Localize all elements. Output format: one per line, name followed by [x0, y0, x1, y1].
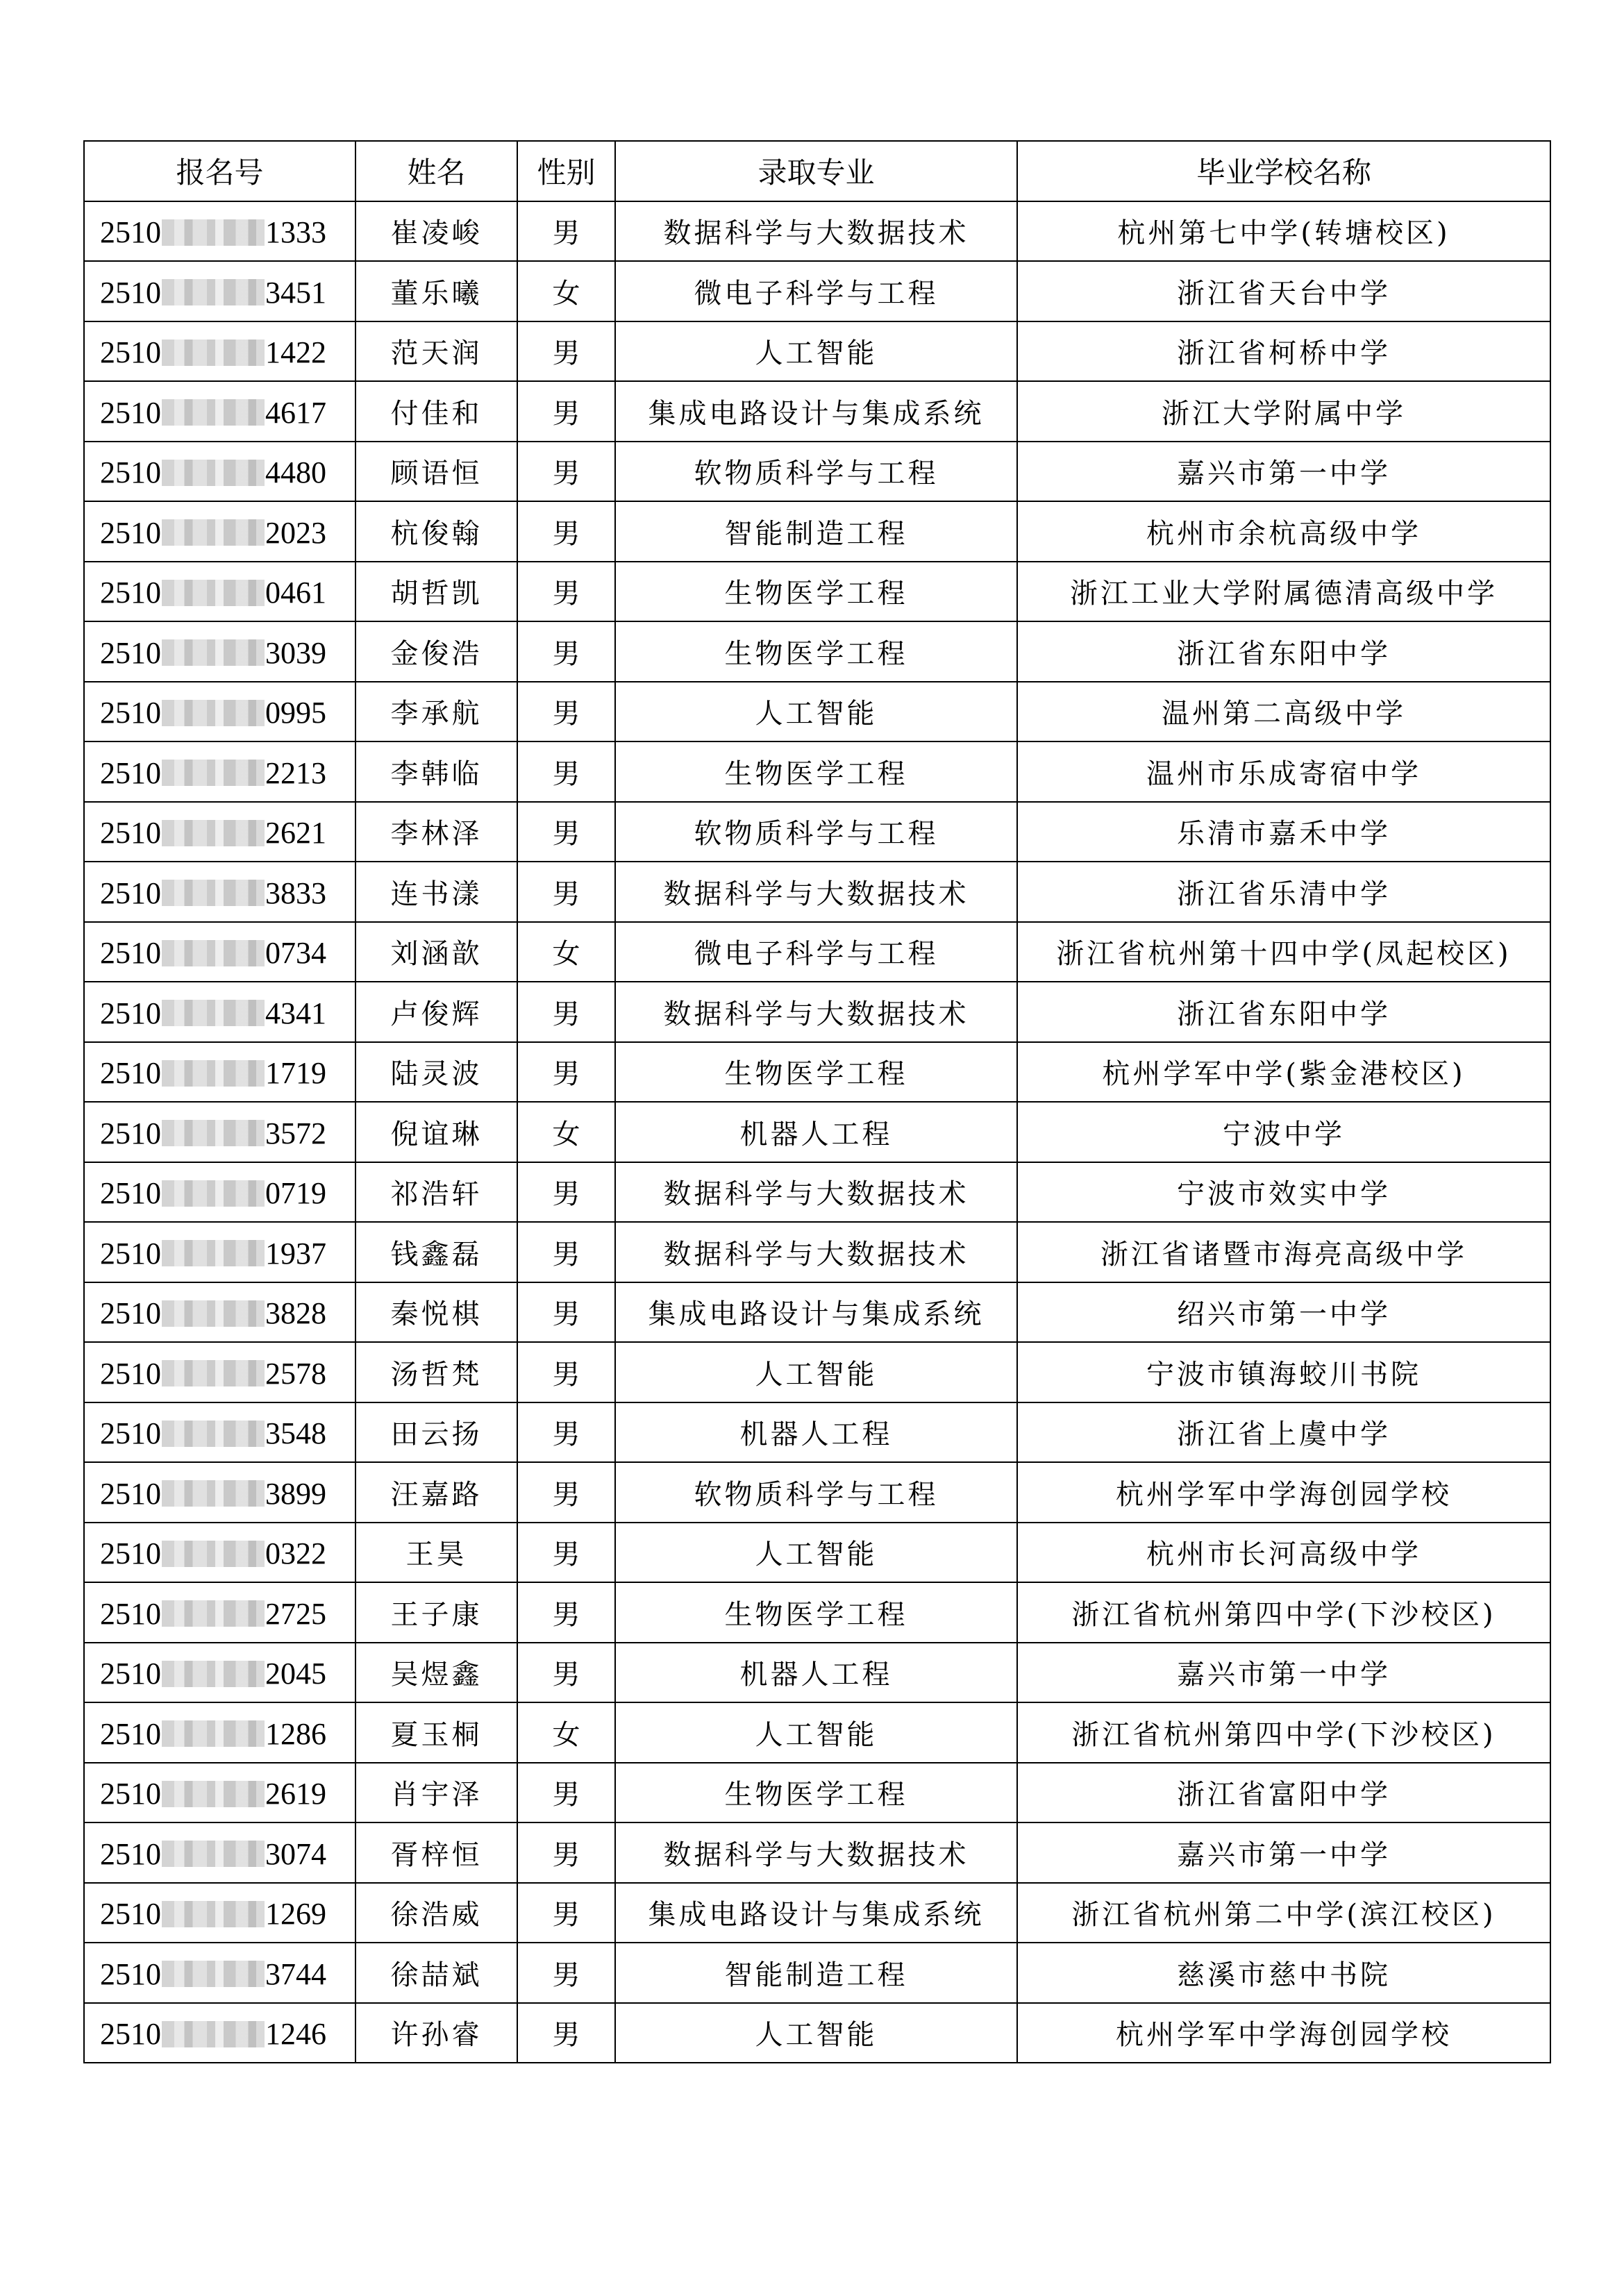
admitted-major-cell: 软物质科学与工程: [615, 802, 1017, 862]
student-name-cell: 杭俊翰: [355, 501, 517, 562]
graduated-school-cell: 杭州学军中学海创园学校: [1017, 2003, 1550, 2063]
admitted-major-cell: 生物医学工程: [615, 741, 1017, 802]
student-name-cell: 付佳和: [355, 381, 517, 442]
redacted-mosaic: [162, 1541, 265, 1567]
registration-number-prefix: 2510: [100, 1296, 161, 1331]
registration-number-cell: [84, 1222, 355, 1282]
gender-cell: 男: [517, 321, 615, 382]
gender-cell: 男: [517, 1162, 615, 1223]
admitted-major-cell: 人工智能: [615, 321, 1017, 382]
graduated-school-cell: 浙江省杭州第四中学(下沙校区): [1017, 1582, 1550, 1643]
registration-number-cell: [84, 621, 355, 682]
registration-number-prefix: 2510: [100, 1836, 161, 1871]
table-row: [84, 1462, 1550, 1523]
gender-cell: 男: [517, 562, 615, 622]
registration-number-suffix: 3833: [265, 875, 326, 910]
table-row: [84, 982, 1550, 1042]
admitted-major-cell: 人工智能: [615, 1342, 1017, 1402]
registration-number-prefix: 2510: [100, 816, 161, 850]
student-name-cell: 胥梓恒: [355, 1822, 517, 1883]
student-name-cell: 徐浩威: [355, 1883, 517, 1943]
redacted-mosaic: [162, 399, 265, 426]
gender-cell: 男: [517, 1523, 615, 1583]
registration-number-cell: [84, 261, 355, 321]
registration-number-cell: [84, 1042, 355, 1103]
student-name-cell: 汤哲梵: [355, 1342, 517, 1402]
gender-cell: 男: [517, 1462, 615, 1523]
registration-number-prefix: 2510: [100, 1476, 161, 1511]
graduated-school-cell: 浙江省上虞中学: [1017, 1402, 1550, 1463]
student-name-cell: 范天润: [355, 321, 517, 382]
registration-number-cell: [84, 682, 355, 742]
registration-number-cell: [84, 1943, 355, 2003]
student-name-cell: 李承航: [355, 682, 517, 742]
redacted-mosaic: [162, 1600, 265, 1627]
graduated-school-cell: 宁波市镇海蛟川书院: [1017, 1342, 1550, 1402]
student-name-cell: 金俊浩: [355, 621, 517, 682]
registration-number-suffix: 1269: [265, 1897, 326, 1932]
registration-number-cell: [84, 1402, 355, 1463]
admitted-major-cell: 智能制造工程: [615, 1943, 1017, 2003]
admitted-major-cell: 软物质科学与工程: [615, 1462, 1017, 1523]
table-row: [84, 1943, 1550, 2003]
table-row: [84, 1162, 1550, 1223]
admitted-major-cell: 数据科学与大数据技术: [615, 1822, 1017, 1883]
registration-number-cell: [84, 741, 355, 802]
admission-list-table: [83, 140, 1551, 2063]
registration-number-prefix: 2510: [100, 1897, 161, 1932]
admitted-major-cell: 生物医学工程: [615, 1582, 1017, 1643]
registration-number-suffix: 1937: [265, 1236, 326, 1271]
registration-number-prefix: 2510: [100, 1056, 161, 1091]
student-name-cell: 李林泽: [355, 802, 517, 862]
registration-number-suffix: 1719: [265, 1056, 326, 1091]
redacted-mosaic: [162, 1720, 265, 1747]
registration-number-prefix: 2510: [100, 1116, 161, 1150]
header-name: 姓名: [355, 141, 517, 201]
registration-number-prefix: 2510: [100, 576, 161, 610]
gender-cell: 男: [517, 1582, 615, 1643]
redacted-mosaic: [162, 460, 265, 486]
registration-number-prefix: 2510: [100, 335, 161, 370]
admitted-major-cell: 数据科学与大数据技术: [615, 201, 1017, 262]
graduated-school-cell: 宁波市效实中学: [1017, 1162, 1550, 1223]
student-name-cell: 刘涵歆: [355, 922, 517, 982]
admitted-major-cell: 人工智能: [615, 1702, 1017, 1763]
registration-number-suffix: 1422: [265, 335, 326, 370]
redacted-mosaic: [162, 1901, 265, 1927]
gender-cell: 女: [517, 1702, 615, 1763]
registration-number-suffix: 3039: [265, 635, 326, 670]
registration-number-prefix: 2510: [100, 215, 161, 250]
registration-number-prefix: 2510: [100, 1777, 161, 1811]
graduated-school-cell: 杭州市余杭高级中学: [1017, 501, 1550, 562]
header-registration-number: 报名号: [84, 141, 355, 201]
registration-number-cell: [84, 1162, 355, 1223]
gender-cell: 女: [517, 261, 615, 321]
student-name-cell: 吴煜鑫: [355, 1643, 517, 1703]
registration-number-cell: [84, 1102, 355, 1162]
redacted-mosaic: [162, 1961, 265, 1987]
registration-number-cell: [84, 1523, 355, 1583]
redacted-mosaic: [162, 760, 265, 786]
table-row: [84, 1523, 1550, 1583]
student-name-cell: 董乐曦: [355, 261, 517, 321]
registration-number-cell: [84, 1582, 355, 1643]
gender-cell: 男: [517, 1883, 615, 1943]
admitted-major-cell: 数据科学与大数据技术: [615, 862, 1017, 922]
registration-number-suffix: 4480: [265, 455, 326, 490]
gender-cell: 男: [517, 1222, 615, 1282]
redacted-mosaic: [162, 1300, 265, 1327]
table-row: [84, 922, 1550, 982]
registration-number-cell: [84, 1342, 355, 1402]
redacted-mosaic: [162, 219, 265, 246]
admitted-major-cell: 集成电路设计与集成系统: [615, 381, 1017, 442]
registration-number-prefix: 2510: [100, 395, 161, 430]
registration-number-prefix: 2510: [100, 1416, 161, 1451]
registration-number-suffix: 0995: [265, 696, 326, 730]
table-row: [84, 621, 1550, 682]
gender-cell: 男: [517, 1643, 615, 1703]
graduated-school-cell: 慈溪市慈中书院: [1017, 1943, 1550, 2003]
graduated-school-cell: 杭州学军中学海创园学校: [1017, 1462, 1550, 1523]
registration-number-suffix: 3828: [265, 1296, 326, 1331]
student-name-cell: 钱鑫磊: [355, 1222, 517, 1282]
graduated-school-cell: 浙江省杭州第十四中学(凤起校区): [1017, 922, 1550, 982]
registration-number-cell: [84, 381, 355, 442]
redacted-mosaic: [162, 1421, 265, 1447]
redacted-mosaic: [162, 2021, 265, 2047]
registration-number-cell: [84, 1883, 355, 1943]
registration-number-prefix: 2510: [100, 275, 161, 310]
admitted-major-cell: 集成电路设计与集成系统: [615, 1883, 1017, 1943]
redacted-mosaic: [162, 1060, 265, 1087]
admitted-major-cell: 人工智能: [615, 2003, 1017, 2063]
registration-number-prefix: 2510: [100, 996, 161, 1030]
registration-number-suffix: 2213: [265, 755, 326, 790]
registration-number-suffix: 1246: [265, 2017, 326, 2052]
student-name-cell: 卢俊辉: [355, 982, 517, 1042]
registration-number-prefix: 2510: [100, 1356, 161, 1391]
registration-number-prefix: 2510: [100, 635, 161, 670]
table-row: [84, 1102, 1550, 1162]
redacted-mosaic: [162, 1240, 265, 1266]
registration-number-cell: [84, 442, 355, 502]
table-row: [84, 1822, 1550, 1883]
redacted-mosaic: [162, 820, 265, 846]
table-row: [84, 2003, 1550, 2063]
table-row: [84, 1763, 1550, 1823]
student-name-cell: 田云扬: [355, 1402, 517, 1463]
gender-cell: 男: [517, 1822, 615, 1883]
registration-number-suffix: 4617: [265, 395, 326, 430]
admitted-major-cell: 软物质科学与工程: [615, 442, 1017, 502]
redacted-mosaic: [162, 1120, 265, 1146]
gender-cell: 女: [517, 1102, 615, 1162]
student-name-cell: 胡哲凯: [355, 562, 517, 622]
graduated-school-cell: 嘉兴市第一中学: [1017, 442, 1550, 502]
registration-number-suffix: 2619: [265, 1777, 326, 1811]
registration-number-suffix: 1333: [265, 215, 326, 250]
graduated-school-cell: 乐清市嘉禾中学: [1017, 802, 1550, 862]
gender-cell: 男: [517, 1342, 615, 1402]
registration-number-suffix: 3744: [265, 1956, 326, 1991]
graduated-school-cell: 杭州第七中学(转塘校区): [1017, 201, 1550, 262]
redacted-mosaic: [162, 580, 265, 606]
table-row: [84, 261, 1550, 321]
registration-number-suffix: 0719: [265, 1176, 326, 1211]
registration-number-cell: [84, 1763, 355, 1823]
registration-number-prefix: 2510: [100, 1596, 161, 1631]
admitted-major-cell: 数据科学与大数据技术: [615, 1222, 1017, 1282]
gender-cell: 男: [517, 501, 615, 562]
admitted-major-cell: 集成电路设计与集成系统: [615, 1282, 1017, 1343]
registration-number-suffix: 2023: [265, 515, 326, 550]
table-body: [84, 201, 1550, 2063]
registration-number-suffix: 0734: [265, 936, 326, 971]
graduated-school-cell: 温州第二高级中学: [1017, 682, 1550, 742]
student-name-cell: 李韩临: [355, 741, 517, 802]
graduated-school-cell: 嘉兴市第一中学: [1017, 1822, 1550, 1883]
registration-number-cell: [84, 862, 355, 922]
graduated-school-cell: 嘉兴市第一中学: [1017, 1643, 1550, 1703]
graduated-school-cell: 绍兴市第一中学: [1017, 1282, 1550, 1343]
graduated-school-cell: 浙江省杭州第二中学(滨江校区): [1017, 1883, 1550, 1943]
table-row: [84, 1402, 1550, 1463]
admitted-major-cell: 数据科学与大数据技术: [615, 1162, 1017, 1223]
registration-number-prefix: 2510: [100, 2017, 161, 2052]
registration-number-cell: [84, 1282, 355, 1343]
table-row: [84, 442, 1550, 502]
graduated-school-cell: 浙江省富阳中学: [1017, 1763, 1550, 1823]
gender-cell: 男: [517, 802, 615, 862]
registration-number-suffix: 2045: [265, 1657, 326, 1691]
graduated-school-cell: 浙江省柯桥中学: [1017, 321, 1550, 382]
redacted-mosaic: [162, 1661, 265, 1687]
redacted-mosaic: [162, 519, 265, 546]
gender-cell: 男: [517, 1282, 615, 1343]
gender-cell: 男: [517, 1402, 615, 1463]
graduated-school-cell: 杭州学军中学(紫金港校区): [1017, 1042, 1550, 1103]
registration-number-prefix: 2510: [100, 455, 161, 490]
registration-number-cell: [84, 501, 355, 562]
registration-number-suffix: 3899: [265, 1476, 326, 1511]
admitted-major-cell: 人工智能: [615, 1523, 1017, 1583]
gender-cell: 男: [517, 381, 615, 442]
registration-number-suffix: 0322: [265, 1536, 326, 1571]
admitted-major-cell: 生物医学工程: [615, 1042, 1017, 1103]
admitted-major-cell: 机器人工程: [615, 1102, 1017, 1162]
admitted-major-cell: 机器人工程: [615, 1402, 1017, 1463]
table-row: [84, 1643, 1550, 1703]
gender-cell: 男: [517, 862, 615, 922]
registration-number-prefix: 2510: [100, 755, 161, 790]
registration-number-prefix: 2510: [100, 1176, 161, 1211]
student-name-cell: 汪嘉路: [355, 1462, 517, 1523]
gender-cell: 男: [517, 201, 615, 262]
graduated-school-cell: 浙江省天台中学: [1017, 261, 1550, 321]
registration-number-suffix: 3074: [265, 1836, 326, 1871]
table-row: [84, 1582, 1550, 1643]
graduated-school-cell: 浙江省东阳中学: [1017, 982, 1550, 1042]
gender-cell: 男: [517, 1042, 615, 1103]
student-name-cell: 肖宇泽: [355, 1763, 517, 1823]
redacted-mosaic: [162, 1841, 265, 1867]
redacted-mosaic: [162, 1781, 265, 1807]
redacted-mosaic: [162, 340, 265, 366]
graduated-school-cell: 浙江省东阳中学: [1017, 621, 1550, 682]
admitted-major-cell: 数据科学与大数据技术: [615, 982, 1017, 1042]
graduated-school-cell: 浙江大学附属中学: [1017, 381, 1550, 442]
registration-number-suffix: 3572: [265, 1116, 326, 1150]
registration-number-cell: [84, 982, 355, 1042]
table-row: [84, 1282, 1550, 1343]
table-row: [84, 381, 1550, 442]
redacted-mosaic: [162, 1180, 265, 1207]
student-name-cell: 连书漾: [355, 862, 517, 922]
gender-cell: 男: [517, 982, 615, 1042]
table-row: [84, 501, 1550, 562]
gender-cell: 男: [517, 2003, 615, 2063]
redacted-mosaic: [162, 1360, 265, 1386]
table-row: [84, 682, 1550, 742]
admitted-major-cell: 人工智能: [615, 682, 1017, 742]
table-row: [84, 1883, 1550, 1943]
registration-number-prefix: 2510: [100, 515, 161, 550]
registration-number-prefix: 2510: [100, 696, 161, 730]
student-name-cell: 祁浩轩: [355, 1162, 517, 1223]
table-row: [84, 802, 1550, 862]
header-gender: 性别: [517, 141, 615, 201]
registration-number-cell: [84, 802, 355, 862]
gender-cell: 男: [517, 621, 615, 682]
admitted-major-cell: 微电子科学与工程: [615, 261, 1017, 321]
registration-number-suffix: 0461: [265, 576, 326, 610]
admitted-major-cell: 生物医学工程: [615, 621, 1017, 682]
admitted-major-cell: 微电子科学与工程: [615, 922, 1017, 982]
student-name-cell: 王子康: [355, 1582, 517, 1643]
registration-number-prefix: 2510: [100, 1956, 161, 1991]
registration-number-cell: [84, 1822, 355, 1883]
gender-cell: 女: [517, 922, 615, 982]
graduated-school-cell: 杭州市长河高级中学: [1017, 1523, 1550, 1583]
redacted-mosaic: [162, 1000, 265, 1026]
student-name-cell: 崔凌峻: [355, 201, 517, 262]
admitted-major-cell: 机器人工程: [615, 1643, 1017, 1703]
registration-number-prefix: 2510: [100, 936, 161, 971]
registration-number-suffix: 2578: [265, 1356, 326, 1391]
table-row: [84, 201, 1550, 262]
redacted-mosaic: [162, 1480, 265, 1507]
registration-number-prefix: 2510: [100, 1657, 161, 1691]
registration-number-cell: [84, 321, 355, 382]
student-name-cell: 许孙睿: [355, 2003, 517, 2063]
registration-number-prefix: 2510: [100, 1716, 161, 1751]
table-row: [84, 321, 1550, 382]
registration-number-cell: [84, 201, 355, 262]
table-row: [84, 1342, 1550, 1402]
registration-number-suffix: 2725: [265, 1596, 326, 1631]
gender-cell: 男: [517, 1943, 615, 2003]
registration-number-suffix: 2621: [265, 816, 326, 850]
table-row: [84, 862, 1550, 922]
graduated-school-cell: 浙江省诸暨市海亮高级中学: [1017, 1222, 1550, 1282]
registration-number-prefix: 2510: [100, 1536, 161, 1571]
redacted-mosaic: [162, 880, 265, 906]
table-row: [84, 1702, 1550, 1763]
admission-list-table-container: [83, 140, 1550, 2063]
redacted-mosaic: [162, 279, 265, 305]
header-admitted-major: 录取专业: [615, 141, 1017, 201]
registration-number-cell: [84, 2003, 355, 2063]
registration-number-prefix: 2510: [100, 1236, 161, 1271]
student-name-cell: 秦悦棋: [355, 1282, 517, 1343]
table-row: [84, 562, 1550, 622]
registration-number-suffix: 3548: [265, 1416, 326, 1451]
student-name-cell: 顾语恒: [355, 442, 517, 502]
graduated-school-cell: 宁波中学: [1017, 1102, 1550, 1162]
registration-number-cell: [84, 562, 355, 622]
table-header-row: [84, 141, 1550, 201]
registration-number-cell: [84, 1643, 355, 1703]
graduated-school-cell: 浙江省杭州第四中学(下沙校区): [1017, 1702, 1550, 1763]
gender-cell: 男: [517, 682, 615, 742]
redacted-mosaic: [162, 940, 265, 966]
admitted-major-cell: 生物医学工程: [615, 562, 1017, 622]
student-name-cell: 夏玉桐: [355, 1702, 517, 1763]
graduated-school-cell: 浙江省乐清中学: [1017, 862, 1550, 922]
registration-number-prefix: 2510: [100, 875, 161, 910]
registration-number-cell: [84, 922, 355, 982]
header-graduated-school: 毕业学校名称: [1017, 141, 1550, 201]
gender-cell: 男: [517, 1763, 615, 1823]
registration-number-suffix: 4341: [265, 996, 326, 1030]
student-name-cell: 倪谊琳: [355, 1102, 517, 1162]
registration-number-cell: [84, 1702, 355, 1763]
redacted-mosaic: [162, 700, 265, 726]
graduated-school-cell: 温州市乐成寄宿中学: [1017, 741, 1550, 802]
admitted-major-cell: 生物医学工程: [615, 1763, 1017, 1823]
redacted-mosaic: [162, 639, 265, 666]
admitted-major-cell: 智能制造工程: [615, 501, 1017, 562]
student-name-cell: 陆灵波: [355, 1042, 517, 1103]
registration-number-cell: [84, 1462, 355, 1523]
graduated-school-cell: 浙江工业大学附属德清高级中学: [1017, 562, 1550, 622]
student-name-cell: 徐喆斌: [355, 1943, 517, 2003]
student-name-cell: 王昊: [355, 1523, 517, 1583]
gender-cell: 男: [517, 442, 615, 502]
table-row: [84, 1222, 1550, 1282]
registration-number-suffix: 1286: [265, 1716, 326, 1751]
gender-cell: 男: [517, 741, 615, 802]
table-row: [84, 741, 1550, 802]
registration-number-suffix: 3451: [265, 275, 326, 310]
table-row: [84, 1042, 1550, 1103]
